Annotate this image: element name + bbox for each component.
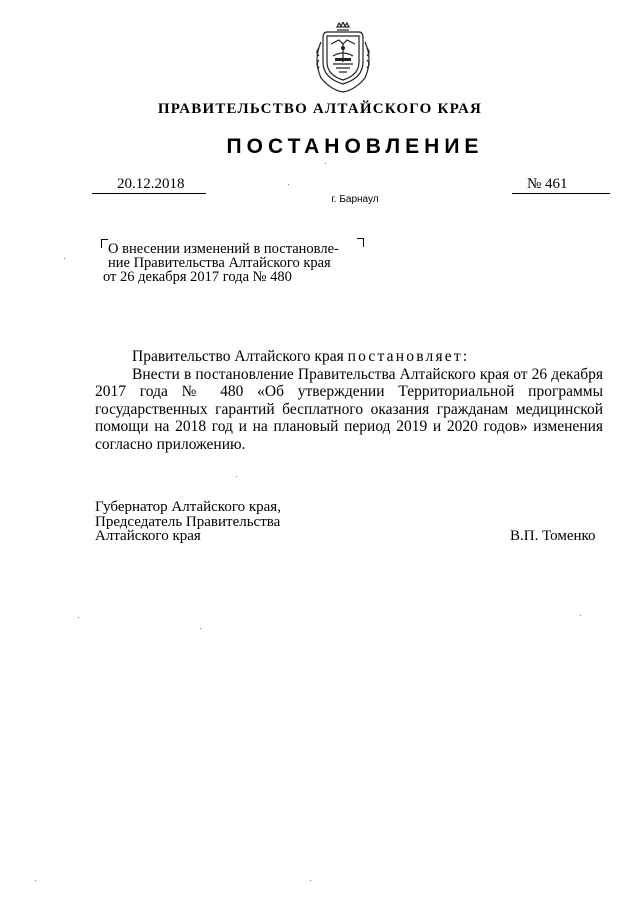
subject-line: ние Правительства Алтайского края	[108, 255, 331, 271]
subject-line: от 26 декабря 2017 года № 480	[103, 269, 292, 285]
signatory-title-line: Председатель Правительства	[95, 513, 281, 530]
preamble-verb: постановляет:	[347, 348, 470, 365]
signatory-title-line: Губернатор Алтайского края,	[95, 499, 281, 515]
city-name: г. Барнаул	[331, 194, 379, 205]
scan-speck	[35, 880, 36, 881]
document-body	[95, 348, 603, 453]
scan-speck	[236, 476, 237, 477]
scan-speck	[288, 184, 289, 185]
scan-speck	[310, 880, 311, 881]
document-date: 20.12.2018	[117, 176, 185, 192]
document-number: № 461	[527, 176, 568, 192]
scan-speck	[64, 258, 65, 259]
signatory-title-line: Алтайского края	[95, 528, 201, 544]
scan-speck	[78, 617, 79, 618]
preamble-text: Правительство Алтайского края	[132, 348, 348, 365]
scan-speck	[325, 163, 326, 164]
signatory-name: В.П. Томенко	[510, 528, 596, 544]
subject-line: О внесении изменений в постановле-	[108, 241, 339, 257]
scan-speck	[200, 628, 201, 629]
organization-title: ПРАВИТЕЛЬСТВО АЛТАЙСКОГО КРАЯ	[157, 101, 483, 117]
decree-paragraph: Внести в постановление Правительства Алтайского края от 26 декабря 2017 года № 480 «Об утверждении Территориальной программы государственных гарантий бесплатного оказания гражданам медицинской помощи на 2018 год и на плановый период 2019 и 2020 годов» изменения согласно приложению.	[95, 365, 603, 453]
signatory-title	[95, 500, 281, 544]
coat-of-arms-icon	[311, 22, 375, 96]
document-type-title: ПОСТАНОВЛЕНИЕ	[226, 135, 484, 158]
subject-block	[103, 242, 363, 284]
preamble	[95, 348, 603, 366]
scan-speck	[580, 615, 581, 616]
